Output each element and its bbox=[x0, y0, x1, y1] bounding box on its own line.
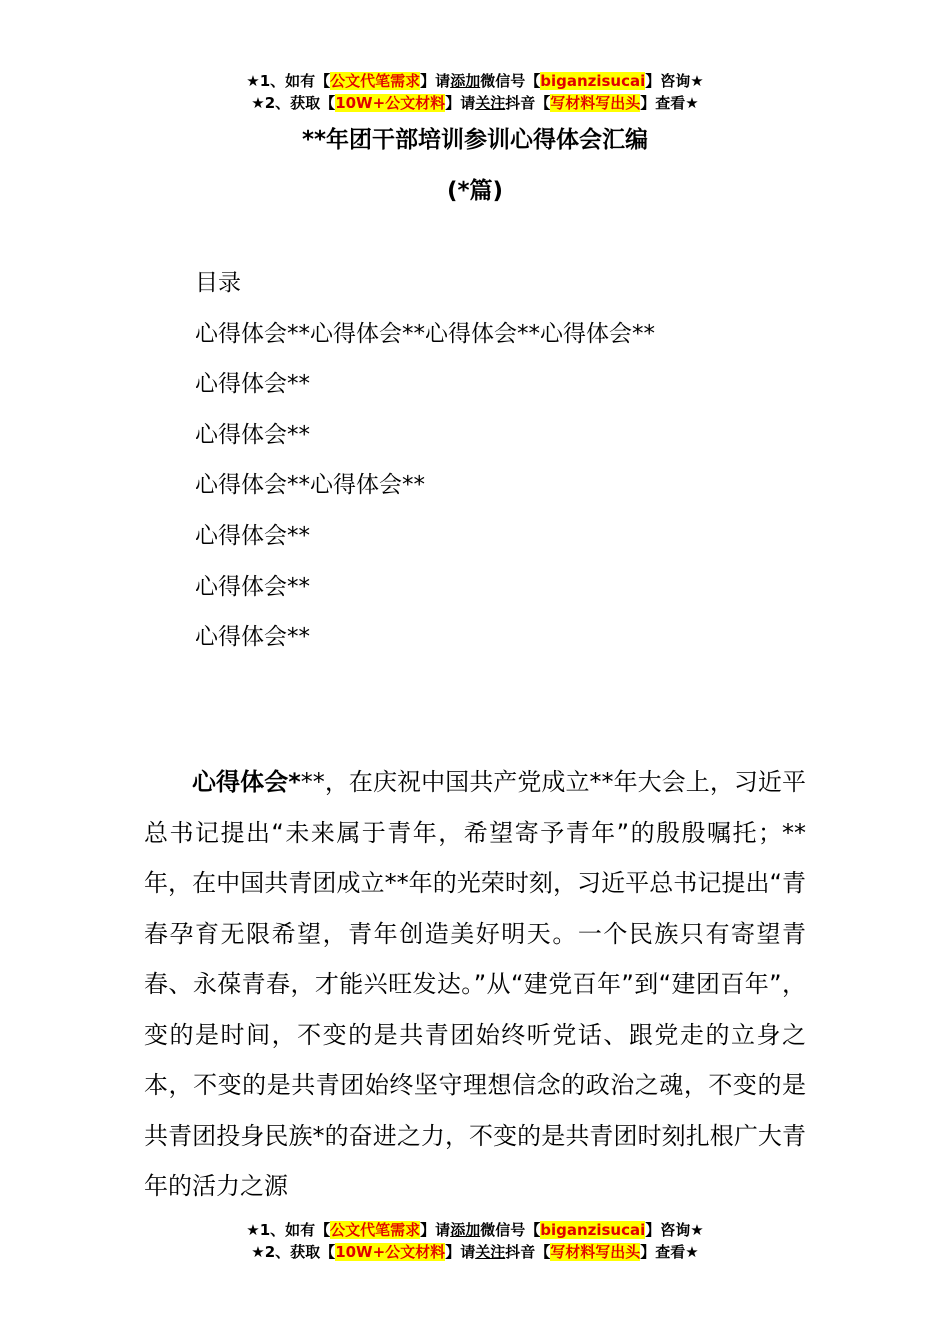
notice-wechat-id: biganzisucai bbox=[540, 72, 646, 90]
header-notice bbox=[0, 70, 950, 114]
notice-highlight: 公文代笔需求 bbox=[330, 72, 421, 90]
section-label: 心得体会* bbox=[192, 768, 301, 796]
toc-item: 心得体会** bbox=[195, 371, 310, 398]
footer-notice bbox=[0, 1219, 950, 1263]
toc-item: 心得体会** bbox=[195, 573, 310, 600]
notice-douyin-id: 写材料写出头 bbox=[550, 94, 641, 112]
toc-item: 心得体会**心得体会**心得体会**心得体会** bbox=[195, 320, 655, 347]
notice-highlight: 10W+公文材料 bbox=[335, 1243, 446, 1261]
document-subtitle: (*篇) bbox=[446, 178, 504, 204]
toc-heading: 目录 bbox=[195, 270, 241, 296]
document-title: **年团干部培训参训心得体会汇编 bbox=[301, 127, 649, 153]
toc-item: 心得体会** bbox=[195, 624, 310, 651]
toc-item: 心得体会**心得体会** bbox=[195, 472, 425, 499]
notice-wechat-id: biganzisucai bbox=[540, 1221, 646, 1239]
notice-line-2: ★2、获取【10W+公文材料】请关注抖音【写材料写出头】查看★ bbox=[251, 94, 699, 112]
notice-line-2: ★2、获取【10W+公文材料】请关注抖音【写材料写出头】查看★ bbox=[251, 1243, 699, 1261]
toc-item: 心得体会** bbox=[195, 421, 310, 448]
notice-line-1: ★1、如有【公文代笔需求】请添加微信号【biganzisucai】咨询★ bbox=[246, 72, 704, 90]
paragraph-text: **，在庆祝中国共产党成立**年大会上，习近平总书记提出“未来属于青年，希望寄予青年”的殷殷嘱托；**年，在中国共青团成立**年的光荣时刻，习近平总书记提出“青春孕育无限希望，青年创造美好明天。一个民族只有寄望青春、永葆青春，才能兴旺发达。”从“建党百年”到“建团百年”，变的是时间，不变的是共青团始终听党话、跟党走的立身之本，不变的是共青团始终坚守理想信念的政治之魂，不变的是共青团投身民族*的奋进之力，不变的是共青团时刻扎根广大青年的活力之源 bbox=[144, 768, 806, 1200]
body-paragraph bbox=[144, 757, 806, 1212]
notice-highlight: 10W+公文材料 bbox=[335, 94, 446, 112]
notice-douyin-id: 写材料写出头 bbox=[550, 1243, 641, 1261]
table-of-contents bbox=[195, 262, 895, 667]
notice-line-1: ★1、如有【公文代笔需求】请添加微信号【biganzisucai】咨询★ bbox=[246, 1221, 704, 1239]
notice-highlight: 公文代笔需求 bbox=[330, 1221, 421, 1239]
toc-item: 心得体会** bbox=[195, 522, 310, 549]
